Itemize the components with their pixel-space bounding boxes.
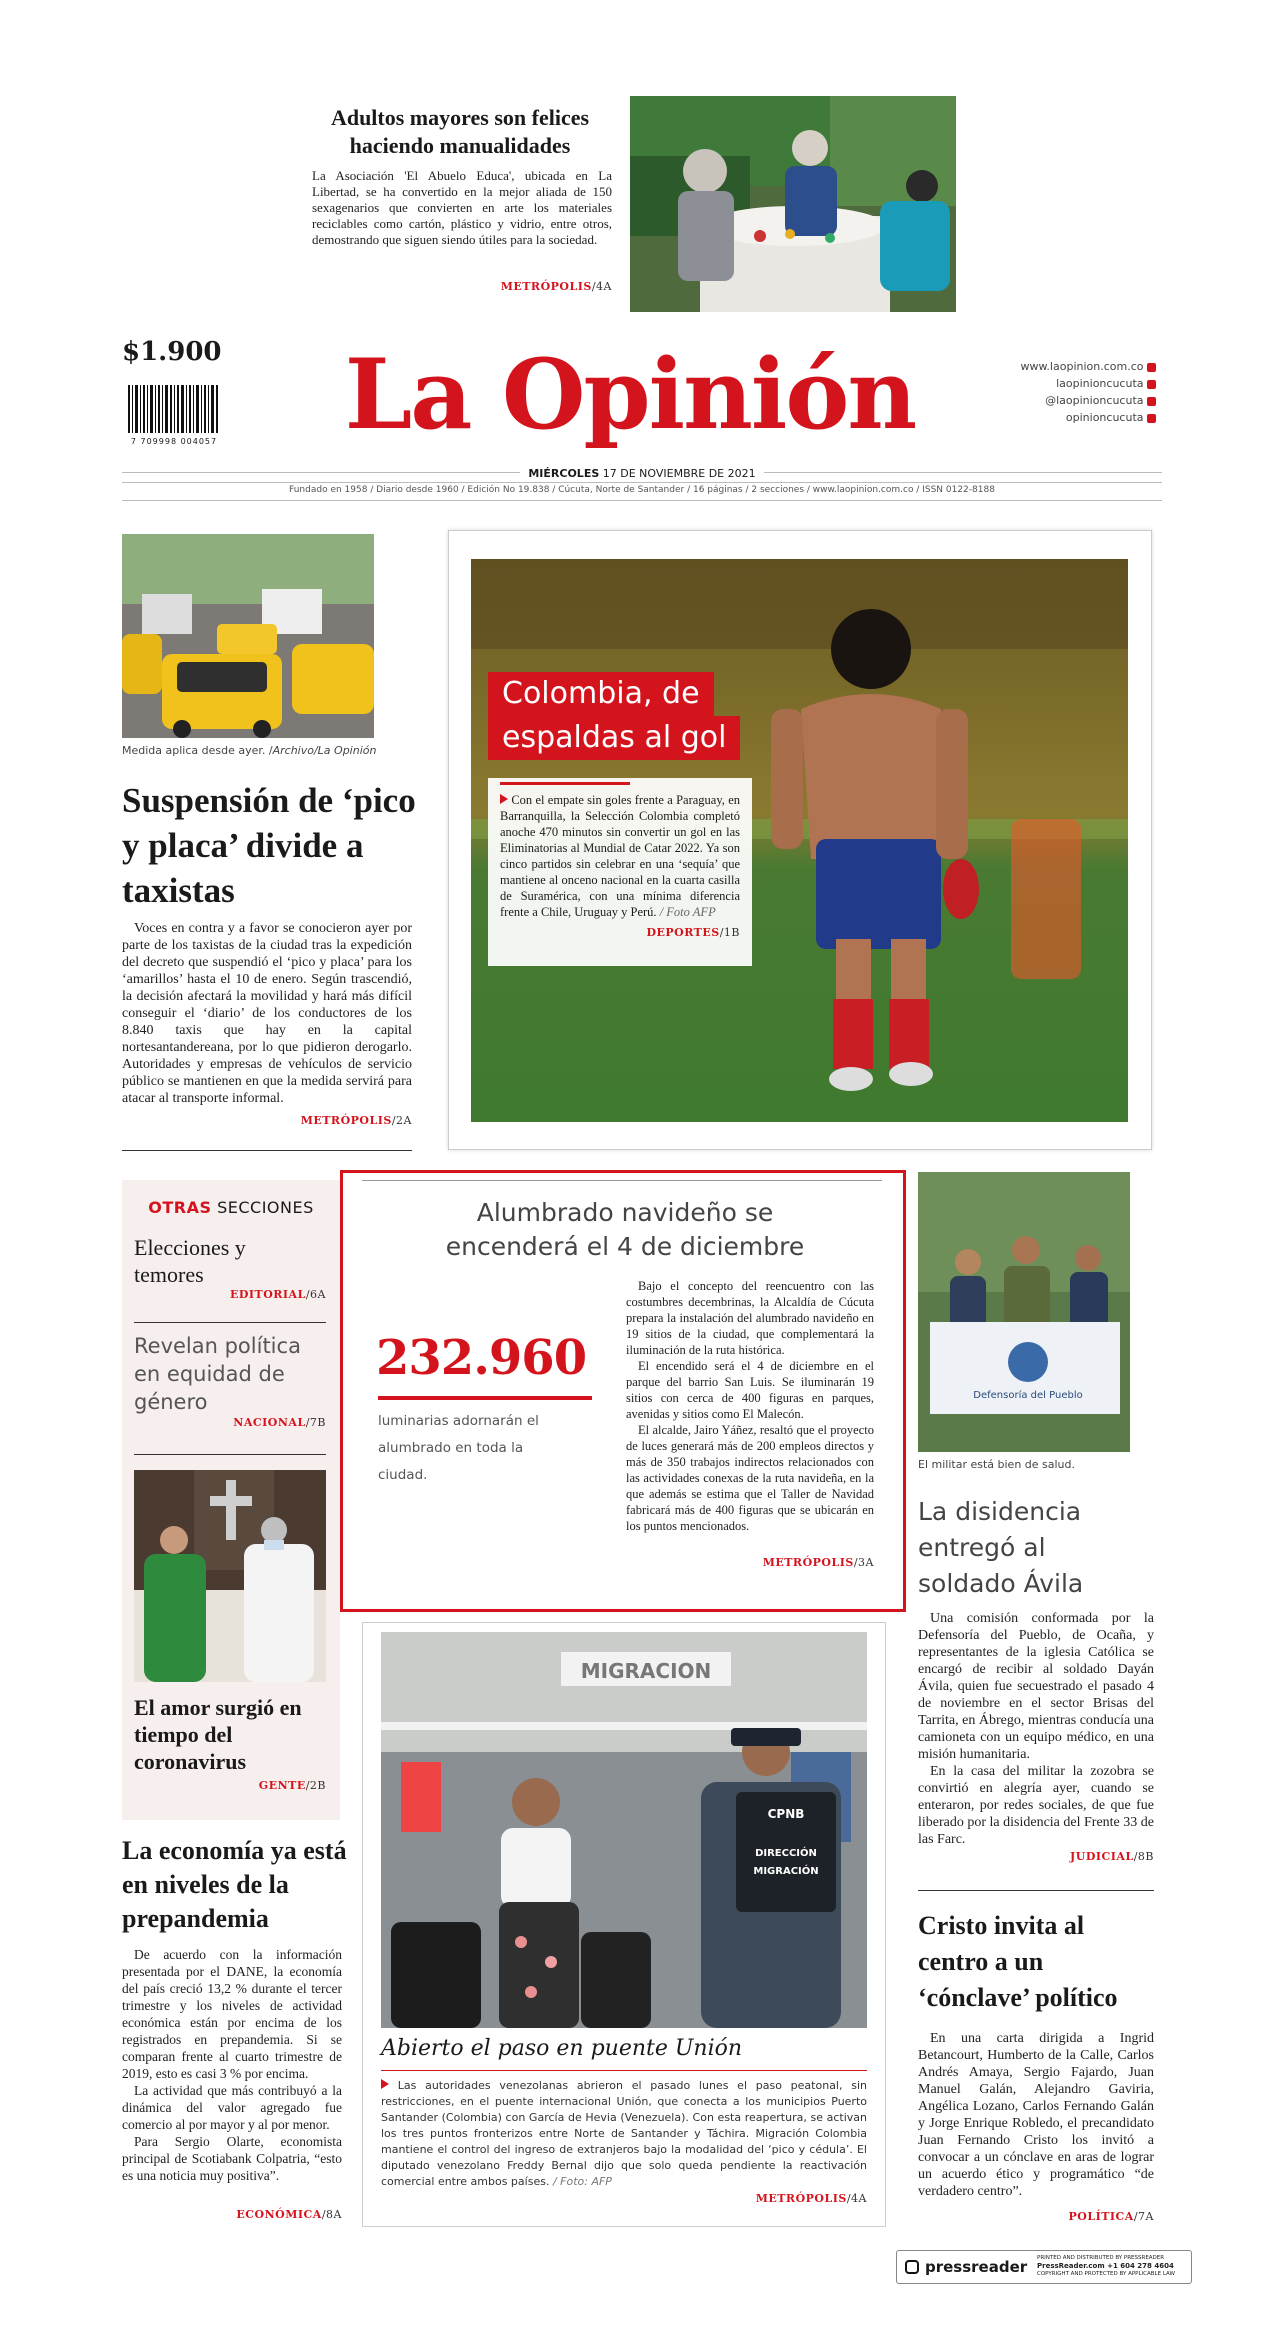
pressreader-legal: PRINTED AND DISTRIBUTED BY PRESSREADER PressReader.com +1 604 278 4604 COPYRIGHT AND PROTECTED BY APPLICABLE LAW bbox=[1037, 2255, 1175, 2277]
colombia-textbox bbox=[488, 778, 752, 966]
flag-text: Defensoría del Pueblo bbox=[973, 1390, 1083, 1401]
masthead-rule-mid bbox=[122, 482, 1162, 483]
social-facebook[interactable]: laopinioncucuta bbox=[960, 375, 1156, 392]
twitter-icon bbox=[1147, 397, 1156, 406]
social-links bbox=[960, 358, 1156, 426]
instagram-icon bbox=[1147, 414, 1156, 423]
taxis-title[interactable]: Suspensión de ‘pico y placa’ divide a taxistas bbox=[122, 781, 416, 910]
vest-top: CPNB bbox=[767, 1807, 805, 1821]
union-title[interactable]: Abierto el paso en puente Unión bbox=[381, 2036, 743, 2061]
otras-rule-1 bbox=[134, 1322, 326, 1323]
taxis-body: Voces en contra y a favor se conocieron ayer por parte de los taxistas de la ciudad tras la expedición del decreto que suspendió el ‘pico y placa’ para los ‘amarillos’ hasta el 10 de enero. Según trascendió, la decisión afectará la movilidad y hará más difícil conseguir el ‘diario’ de los conductores de los 8.840 taxis que hay en la capital nortesantandereana, por lo que pidieron derogarlo. Autoridades y empresas de vehículos de servicio público se mantienen en que la medida servirá para atacar al transporte informal. bbox=[122, 921, 412, 1106]
colombia-title-line1: Colombia, de bbox=[488, 672, 714, 716]
alumbrado-number-caption: luminarias adornarán el alumbrado en toda la ciudad. bbox=[378, 1413, 539, 1483]
top-teaser[interactable] bbox=[300, 96, 960, 316]
alumbrado-body: Bajo el concepto del reencuentro con las costumbres decembrinas, la Alcaldía de Cúcuta prepara la instalación del alumbrado navideño en 19 sitios de la ciudad, que complementará la iluminación de la ruta histórica. El encendido será el 4 de diciembre en el parque del barrio San Luis. Se iluminarán 19 sitios con cerca de 400 figuras en parques, avenidas y sitios como El Malecón. El alcalde, Jairo Yáñez, resaltó que el proyecto de luces generará más de 200 empleos directos y más de 350 trabajos indirectos relacionados con las actividades conexas de la ruta navideña, en la que además se estima que el Taller de Navidad fabricará más de 400 figuras que se ubicarán en los puntos mencionados. bbox=[626, 1279, 874, 1533]
teaser-body: La Asociación 'El Abuelo Educa', ubicada en La Libertad, se ha convertido en la mejor aliada de 150 sexagenarios que convierten en arte los materiales reciclables como cartón, plástico y vidrio, entre otros, demostrando que siguen siendo útiles para la sociedad. bbox=[312, 168, 612, 247]
economia-body: De acuerdo con la información presentada por el DANE, la economía del país creció 13,2 % durante el tercer trimestre y los niveles de actividad económica están por encima de los registrados en prepandemia. Si se comparan frente al cuarto trimestre de 2019, esto es casi 3 % por encima. La actividad que más contribuyó a la dinámica del valor agregado fue comercio al por mayor y al por menor. Para Sergio Olarte, economista principal de Scotiabank Colpatria, “esto es una noticia muy positiva”. bbox=[122, 1947, 342, 2183]
otras-rule-2 bbox=[134, 1454, 326, 1455]
social-instagram[interactable]: opinioncucuta bbox=[960, 409, 1156, 426]
teaser-section-ref[interactable]: METRÓPOLIS/4A bbox=[500, 280, 612, 293]
colombia-box-rule bbox=[500, 782, 630, 785]
alumbrado-big-number: 232.960 bbox=[376, 1330, 587, 1386]
soldier-caption: El militar está bien de salud. bbox=[918, 1458, 1076, 1471]
masthead-info: Fundado en 1958 / Diario desde 1960 / Edición No 19.838 / Cúcuta, Norte de Santander / 16 páginas / 2 secciones / www.laopinion.com.co / ISSN 0122-8188 bbox=[289, 485, 995, 495]
facebook-icon bbox=[1147, 380, 1156, 389]
alumbrado-section-ref[interactable]: METRÓPOLIS/3A bbox=[762, 1556, 874, 1569]
arrow-icon bbox=[500, 794, 508, 804]
migracion-sign: MIGRACION bbox=[580, 1659, 712, 1683]
pressreader-logo: pressreader bbox=[925, 2258, 1028, 2276]
taxis-photo[interactable] bbox=[122, 534, 374, 738]
price: $1.900 bbox=[122, 337, 222, 367]
union-section-ref[interactable]: METRÓPOLIS/4A bbox=[755, 2192, 867, 2205]
colombia-section-ref[interactable]: DEPORTES/1B bbox=[646, 926, 740, 939]
social-twitter[interactable]: @laopinioncucuta bbox=[960, 392, 1156, 409]
union-photo[interactable] bbox=[381, 1632, 867, 2028]
taxis-caption: Medida aplica desde ayer. /Archivo/La Opinión bbox=[122, 744, 377, 757]
vest-line2: MIGRACIÓN bbox=[753, 1866, 819, 1877]
alumbrado-title[interactable]: Alumbrado navideño se encenderá el 4 de diciembre bbox=[445, 1198, 805, 1261]
colombia-body: Con el empate sin goles frente a Paraguay, en Barranquilla, la Selección Colombia completó anoche 470 minutos sin convertir un gol en las Eliminatorias al Mundial de Catar 2022. Ya son cinco partidos sin celebrar en una ‘sequía’ que mantiene al onceno nacional en la cuarta casilla de Suramérica, con una mínima diferencia frente a Chile, Uruguay y Perú. / Foto AFP bbox=[500, 793, 741, 919]
colombia-title-line2: espaldas al gol bbox=[488, 716, 740, 760]
otras-wedding-photo[interactable] bbox=[134, 1470, 326, 1682]
otras-item-amor[interactable]: El amor surgió en tiempo del coronavirus GENTE/2B bbox=[134, 1695, 326, 1792]
disidencia-rule bbox=[918, 1890, 1154, 1891]
disidencia-body: Una comisión conformada por la Defensoría del Pueblo, de Ocaña, y representantes de la iglesia Católica se encargó de recibir al soldado Dayán Ávila, quien fue secuestrado el pasado 4 de noviembre en el sector Brisas del Tarrita, en Ábrego, mientras conducía una camioneta con un equipo médico, en una misión humanitaria. En la casa del militar la zozobra se convirtió en alegría ayer, cuando se enteraron, por redes sociales, de que fue liberado por la disidencia del Frente 33 de las Farc. bbox=[918, 1611, 1154, 1847]
barcode-number: 7 709998 004057 bbox=[130, 437, 218, 446]
union-title-rule bbox=[381, 2070, 867, 2071]
cristo-section-ref[interactable]: POLÍTICA/7A bbox=[1068, 2210, 1154, 2223]
disidencia-title[interactable]: La disidencia entregó al soldado Ávila bbox=[918, 1497, 1084, 1598]
pressreader-icon bbox=[905, 2260, 919, 2274]
otras-item-elecciones[interactable]: Elecciones y temores EDITORIAL/6A bbox=[134, 1235, 326, 1301]
economia-section-ref[interactable]: ECONÓMICA/8A bbox=[236, 2208, 342, 2221]
union-arrow-icon bbox=[381, 2079, 389, 2089]
alumbrado-top-rule bbox=[362, 1180, 882, 1181]
otras-item-politica[interactable]: Revelan política en equidad de género NACIONAL/7B bbox=[134, 1334, 326, 1429]
otras-heading: OTRAS SECCIONES bbox=[148, 1198, 314, 1217]
vest-line1: DIRECCIÓN bbox=[755, 1848, 817, 1859]
taxis-rule bbox=[122, 1150, 412, 1151]
masthead-rule-bottom bbox=[122, 500, 1162, 501]
social-web[interactable]: www.laopinion.com.co bbox=[960, 358, 1156, 375]
soldier-photo[interactable] bbox=[918, 1172, 1130, 1452]
date-day: MIÉRCOLES bbox=[528, 467, 600, 480]
barcode bbox=[128, 385, 220, 446]
web-icon bbox=[1147, 363, 1156, 372]
colombia-title[interactable] bbox=[488, 672, 760, 760]
economia-title[interactable]: La economía ya está en niveles de la prepandemia bbox=[122, 1836, 347, 1933]
date-rest: 17 DE NOVIEMBRE DE 2021 bbox=[602, 467, 756, 480]
union-body: Las autoridades venezolanas abrieron el pasado lunes el paso peatonal, sin restricciones, en el puente internacional Unión, que conecta a los municipios Puerto Santander (Colombia) con García de Hevia (Venezuela). Con esta reapertura, se activan los tres puntos fronterizos entre Norte de Santander y Táchira. Migración Colombia mantiene el control del ingreso de extranjeros bajo la modalidad del ‘pico y cédula’. El diputado venezolano Freddy Bernal dijo que solo queda pendiente la reactivación comercial entre ambos países. / Foto: AFP bbox=[381, 2079, 867, 2188]
barcode-icon bbox=[128, 385, 220, 433]
disidencia-section-ref[interactable]: JUDICIAL/8B bbox=[1070, 1850, 1154, 1863]
alumbrado-number-rule bbox=[378, 1396, 592, 1400]
teaser-title: Adultos mayores son felices haciendo manualidades bbox=[330, 105, 590, 158]
masthead-date bbox=[122, 462, 1162, 481]
teaser-photo[interactable] bbox=[630, 96, 956, 312]
taxis-section-ref[interactable]: METRÓPOLIS/2A bbox=[300, 1114, 412, 1127]
pressreader-badge[interactable] bbox=[896, 2250, 1192, 2284]
logo[interactable]: La Opinión bbox=[344, 338, 916, 451]
cristo-title[interactable]: Cristo invita al centro a un ‘cónclave’ político bbox=[918, 1911, 1118, 2012]
cristo-body: En una carta dirigida a Ingrid Betancourt, Humberto de la Calle, Carlos Andrés Amaya, Sergio Fajardo, Juan Manuel Galán, Alejandro Gaviria, Angélica Lozano, Carlos Fernando Galán y Jorge Enrique Robledo, el precandidato Juan Fernando Cristo los invitó a convocar a un cónclave en aras de lograr un acuerdo ético y programático “de verdadero centro”. bbox=[918, 2031, 1154, 2199]
